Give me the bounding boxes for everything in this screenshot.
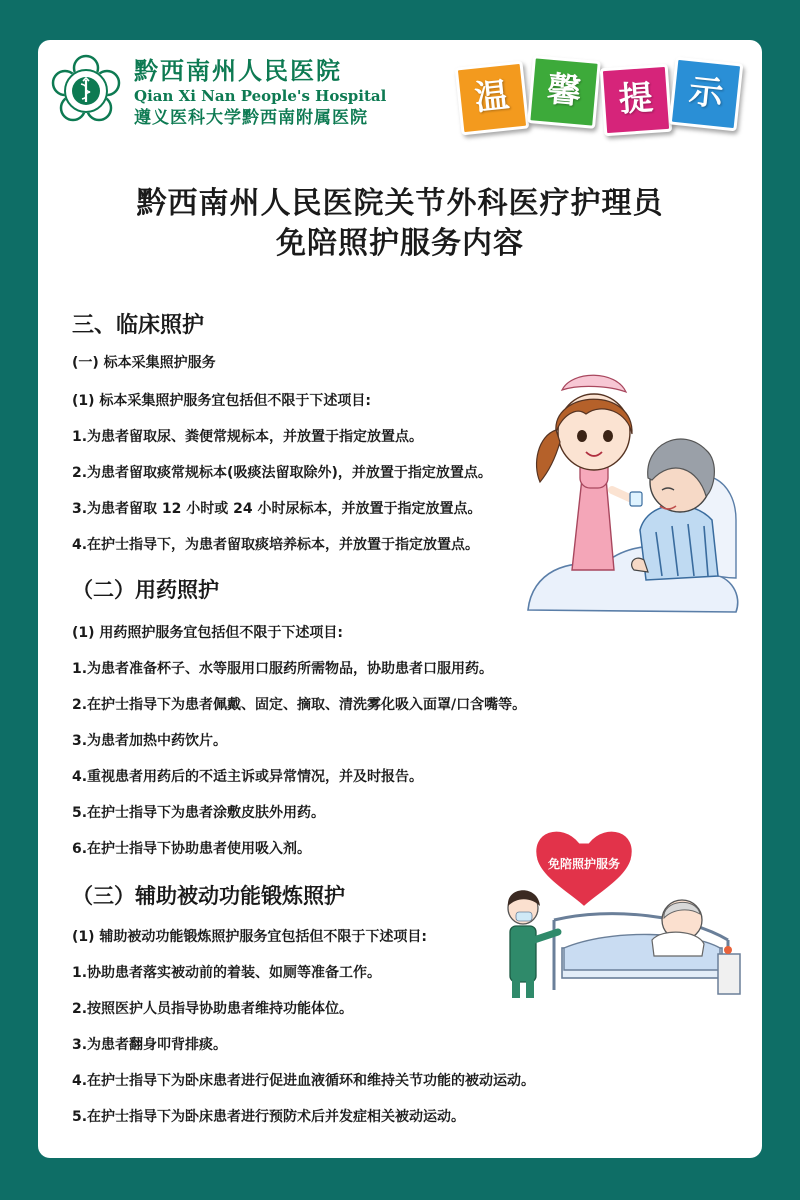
list-item: 4.在护士指导下，为患者留取痰培养标本，并放置于指定放置点。 bbox=[72, 537, 480, 553]
nurse-bedside-illustration bbox=[492, 820, 742, 1000]
sub2-heading: （二）用药照护 bbox=[72, 578, 219, 602]
list-item: 5.在护士指导下为卧床患者进行预防术后并发症相关被动运动。 bbox=[72, 1109, 466, 1125]
tip-tile-2: 馨 bbox=[527, 55, 601, 129]
list-item: 3.为患者加热中药饮片。 bbox=[72, 733, 228, 749]
list-item: 2.为患者留取痰常规标本(吸痰法留取除外)，并放置于指定放置点。 bbox=[72, 465, 492, 481]
nurse-and-patient-illustration bbox=[522, 340, 742, 620]
section-heading: 三、临床照护 bbox=[72, 313, 205, 338]
hospital-affiliation: 遵义医科大学黔西南附属医院 bbox=[134, 108, 368, 128]
tip-tile-3: 提 bbox=[600, 64, 673, 137]
title-line-1: 黔西南州人民医院关节外科医疗护理员 bbox=[136, 186, 664, 221]
hospital-name-en: Qian Xi Nan People's Hospital bbox=[134, 87, 387, 105]
list-item: 1.为患者留取尿、粪便常规标本，并放置于指定放置点。 bbox=[72, 429, 424, 445]
sub1-intro: (1) 标本采集照护服务宜包括但不限于下述项目: bbox=[72, 393, 372, 409]
list-item: 4.在护士指导下为卧床患者进行促进血液循环和维持关节功能的被动运动。 bbox=[72, 1073, 536, 1089]
sub2-intro: (1) 用药照护服务宜包括但不限于下述项目: bbox=[72, 625, 344, 641]
list-item: 5.在护士指导下为患者涂敷皮肤外用药。 bbox=[72, 805, 326, 821]
page-title bbox=[38, 184, 762, 264]
list-item: 2.在护士指导下为患者佩戴、固定、摘取、清洗雾化吸入面罩/口含嘴等。 bbox=[72, 697, 527, 713]
list-item: 6.在护士指导下协助患者使用吸入剂。 bbox=[72, 841, 312, 857]
list-item: 3.为患者翻身叩背排痰。 bbox=[72, 1037, 228, 1053]
tip-tile-1: 温 bbox=[455, 61, 530, 136]
list-item: 4.重视患者用药后的不适主诉或异常情况，并及时报告。 bbox=[72, 769, 424, 785]
tip-tile-4: 示 bbox=[669, 57, 744, 132]
hospital-logo-icon bbox=[50, 54, 122, 126]
list-item: 1.协助患者落实被动前的着装、如厕等准备工作。 bbox=[72, 965, 382, 981]
warm-tips-banner bbox=[454, 56, 744, 136]
sub1-heading: (一) 标本采集照护服务 bbox=[72, 355, 216, 371]
list-item: 2.按照医护人员指导协助患者维持功能体位。 bbox=[72, 1001, 354, 1017]
sub3-heading: （三）辅助被动功能锻炼照护 bbox=[72, 884, 345, 908]
heart-label: 免陪照护服务 bbox=[547, 857, 621, 871]
hospital-name-block bbox=[134, 58, 386, 130]
hospital-name-cn: 黔西南州人民医院 bbox=[134, 57, 342, 85]
list-item: 3.为患者留取 12 小时或 24 小时尿标本，并放置于指定放置点。 bbox=[72, 501, 482, 517]
title-line-2: 免陪照护服务内容 bbox=[276, 226, 524, 261]
poster-card bbox=[38, 40, 762, 1158]
sub3-intro: (1) 辅助被动功能锻炼照护服务宜包括但不限于下述项目: bbox=[72, 929, 428, 945]
list-item: 1.为患者准备杯子、水等服用口服药所需物品，协助患者口服用药。 bbox=[72, 661, 494, 677]
